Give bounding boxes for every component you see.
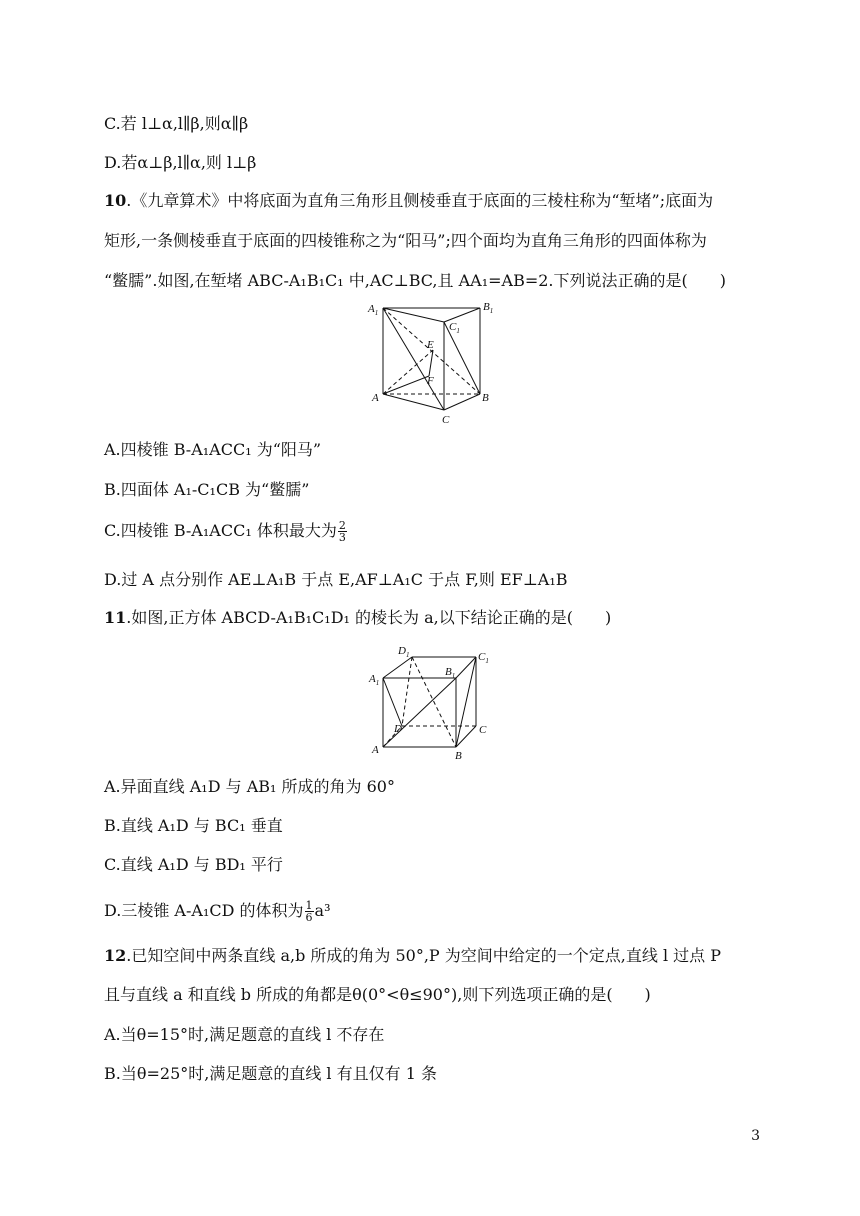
stem-text: 矩形,一条侧棱垂直于底面的四棱锥称之为“阳马”;四个面均为直角三角形的四面体称为 xyxy=(104,231,707,250)
edge-b1-c1 xyxy=(456,657,476,678)
fraction-denominator: 6 xyxy=(305,911,313,924)
edge-a1-d xyxy=(383,678,402,726)
label-e: E xyxy=(427,339,434,351)
prism-figure xyxy=(366,298,506,430)
label-b1: $B_1$ xyxy=(483,301,494,315)
question-10-option-c xyxy=(104,520,768,543)
label-c: C xyxy=(442,414,450,426)
edge-e-f xyxy=(429,350,433,376)
label-a: A xyxy=(372,392,379,404)
fraction-numerator: 2 xyxy=(338,519,346,532)
question-12-stem-line-1 xyxy=(104,945,768,967)
fraction xyxy=(305,900,314,923)
question-10-stem-line-2 xyxy=(104,230,768,252)
option-text: A.当θ=15°时,满足题意的直线 l 不存在 xyxy=(104,1025,385,1044)
option-text: C.直线 A₁D 与 BD₁ 平行 xyxy=(104,855,283,874)
edge-a-e xyxy=(383,350,433,394)
question-number: 10 xyxy=(104,191,127,210)
cube-figure xyxy=(368,640,498,764)
question-10-stem-line-3 xyxy=(104,270,768,292)
fraction-numerator: 1 xyxy=(305,899,313,912)
option-text: C.四棱锥 B-A₁ACC₁ 体积最大为 xyxy=(104,521,337,540)
edge-b-c xyxy=(456,726,476,747)
prism-diagram xyxy=(366,298,506,430)
label-d: D xyxy=(394,723,402,735)
question-10-option-d xyxy=(104,569,768,591)
stem-text: .如图,正方体 ABCD-A₁B₁C₁D₁ 的棱长为 a,以下结论正确的是( ) xyxy=(126,608,612,627)
edge-a-c xyxy=(383,394,444,410)
option-text: D.过 A 点分别作 AE⊥A₁B 于点 E,AF⊥A₁C 于点 F,则 EF⊥A₁B xyxy=(104,570,568,589)
stem-text: .已知空间中两条直线 a,b 所成的角为 50°,P 为空间中给定的一个定点,直线 l 过点 P xyxy=(126,946,722,965)
question-10-option-a xyxy=(104,439,768,461)
page-number: 3 xyxy=(751,1128,760,1144)
edge-b-c1 xyxy=(456,657,476,747)
label-d1: $D_1$ xyxy=(398,645,410,659)
label-b: B xyxy=(482,392,489,404)
stem-text: 且与直线 a 和直线 b 所成的角都是θ(0°<θ≤90°),则下列选项正确的是( ) xyxy=(104,985,651,1004)
option-text: A.异面直线 A₁D 与 AB₁ 所成的角为 60° xyxy=(104,777,395,796)
edge-a1-d1 xyxy=(383,657,412,678)
question-9-option-d xyxy=(104,152,768,174)
label-c1: $C_1$ xyxy=(449,321,460,335)
fraction-denominator: 3 xyxy=(338,531,346,544)
label-b1: $B_1$ xyxy=(445,666,456,680)
option-text: B.当θ=25°时,满足题意的直线 l 有且仅有 1 条 xyxy=(104,1064,437,1083)
edge-a-b1 xyxy=(383,678,456,747)
question-12-option-a xyxy=(104,1024,768,1046)
question-11-option-c xyxy=(104,854,768,876)
option-text-tail: a³ xyxy=(314,901,331,920)
option-text: A.四棱锥 B-A₁ACC₁ 为“阳马” xyxy=(104,440,322,459)
label-a: A xyxy=(372,744,379,756)
stem-text: “鳖臑”.如图,在堑堵 ABC-A₁B₁C₁ 中,AC⊥BC,且 AA₁=AB=2.下列说法正确的是( ) xyxy=(104,271,726,290)
stem-text: .《九章算术》中将底面为直角三角形且侧棱垂直于底面的三棱柱称为“堑堵”;底面为 xyxy=(126,191,714,210)
option-text: C.若 l⊥α,l∥β,则α∥β xyxy=(104,114,249,133)
fraction xyxy=(338,520,347,543)
edge-a-f xyxy=(383,376,429,394)
question-number: 11 xyxy=(104,608,127,627)
question-11-option-b xyxy=(104,815,768,837)
question-10-stem-line-1 xyxy=(104,190,768,212)
label-c1: $C_1$ xyxy=(478,651,489,665)
question-11-stem xyxy=(104,607,768,629)
edge-a1-c xyxy=(383,308,444,410)
question-11-option-a xyxy=(104,776,768,798)
option-text: B.直线 A₁D 与 BC₁ 垂直 xyxy=(104,816,283,835)
label-a1: $A_1$ xyxy=(369,673,380,687)
option-text: B.四面体 A₁-C₁CB 为“鳖臑” xyxy=(104,480,310,499)
question-9-option-c xyxy=(104,113,768,135)
label-c: C xyxy=(479,724,487,736)
question-12-option-b xyxy=(104,1063,768,1085)
question-12-stem-line-2 xyxy=(104,984,768,1006)
question-10-option-b xyxy=(104,479,768,501)
edge-a1-c1 xyxy=(383,308,444,322)
label-f: F xyxy=(427,375,434,387)
question-11-option-d xyxy=(104,900,768,923)
question-number: 12 xyxy=(104,946,127,965)
option-text: D.若α⊥β,l∥α,则 l⊥β xyxy=(104,153,257,172)
option-text: D.三棱锥 A-A₁CD 的体积为 xyxy=(104,901,304,920)
edge-d1-d xyxy=(402,657,412,726)
edge-c1-b1 xyxy=(444,308,480,322)
label-b: B xyxy=(455,750,462,762)
cube-diagram xyxy=(368,640,498,764)
edge-c-b xyxy=(444,394,480,410)
label-a1: $A_1$ xyxy=(368,303,379,317)
